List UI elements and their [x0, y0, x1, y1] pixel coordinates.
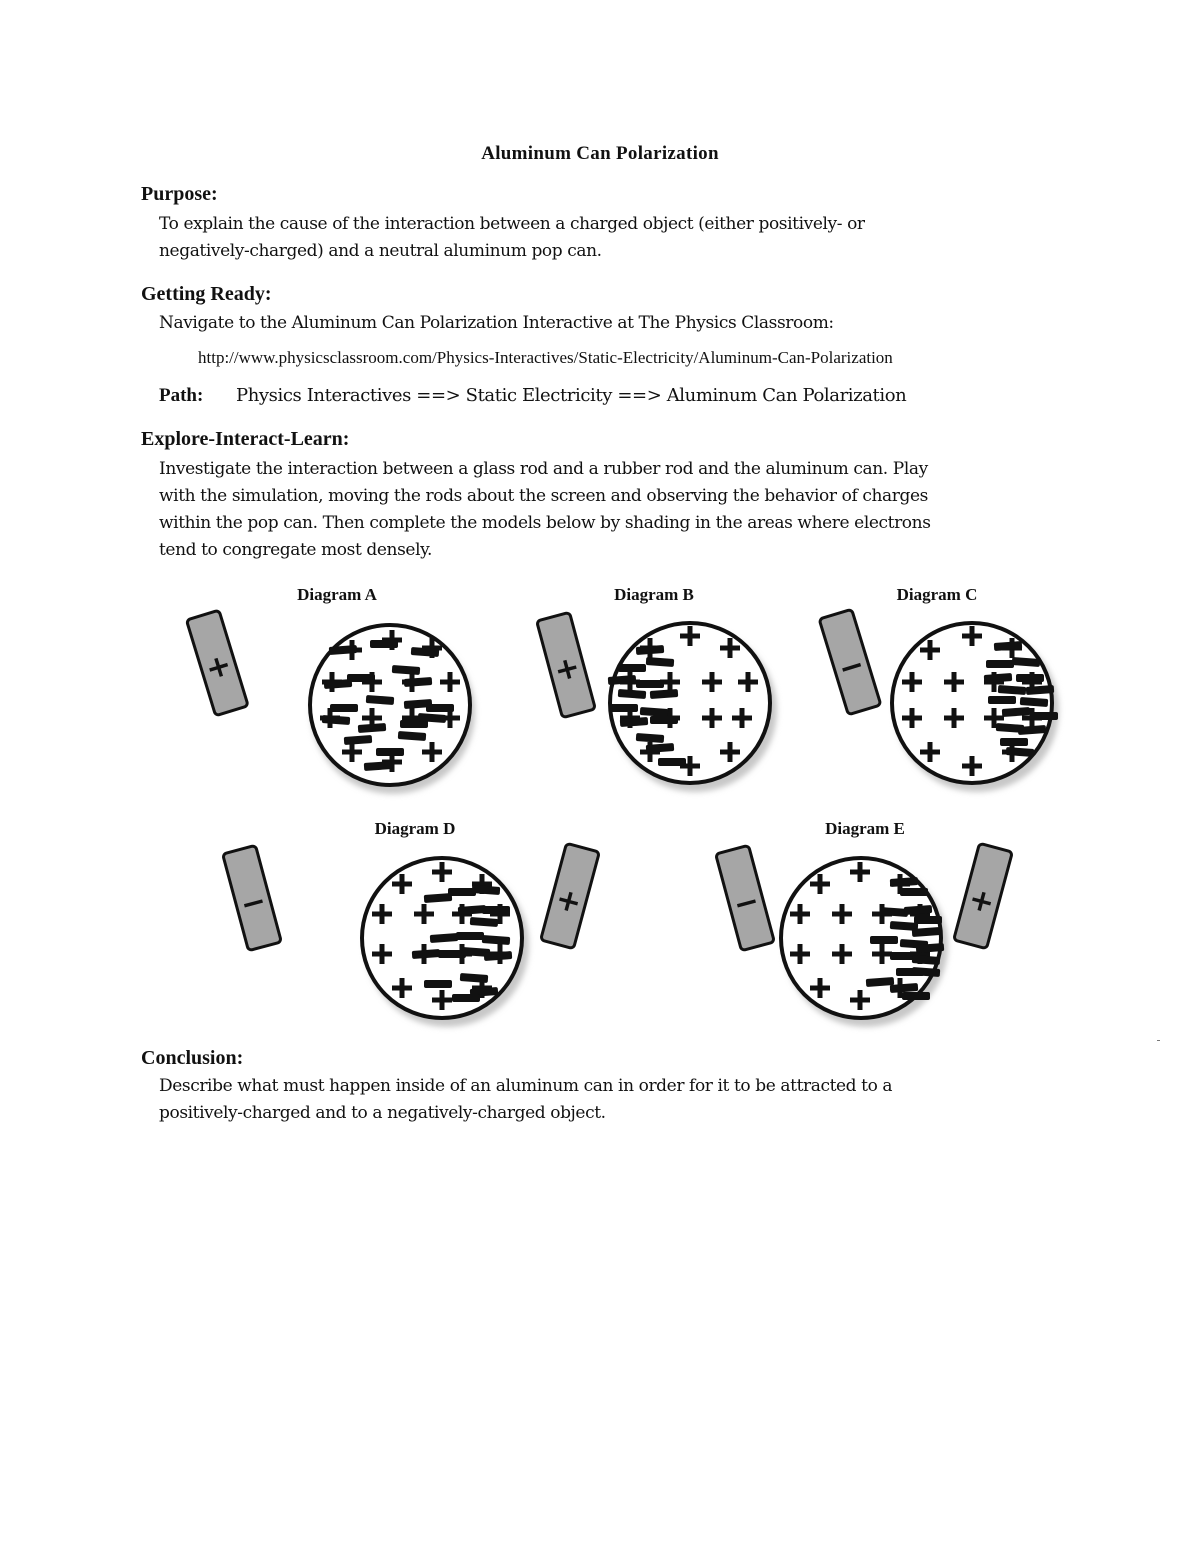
electron-shading	[426, 704, 454, 712]
electron-shading	[1000, 738, 1028, 746]
rod-d-right	[541, 843, 600, 948]
electron-shading	[618, 664, 646, 672]
electron-shading	[1030, 712, 1058, 720]
electron-shading	[482, 906, 510, 914]
electron-shading	[650, 716, 678, 724]
conclusion-line-2: positively-charged and to a negatively-charged object.	[159, 1103, 606, 1123]
path-label: Path:	[159, 385, 204, 406]
rod-d-right-sign: +	[551, 881, 586, 922]
electron-shading	[424, 980, 452, 988]
rod-b	[537, 612, 596, 717]
diagram-a-label: Diagram A	[297, 585, 377, 604]
conclusion-text	[159, 1073, 1059, 1127]
explore-line-4: tend to congregate most densely.	[159, 540, 433, 560]
rod-c	[819, 609, 881, 715]
conclusion-line-1: Describe what must happen inside of an aluminum can in order for it to be attracted to a	[159, 1076, 893, 1096]
path-value: Physics Interactives ==> Static Electricity ==> Aluminum Can Polarization	[236, 385, 907, 406]
electron-shading	[988, 696, 1016, 704]
electron-shading	[1016, 674, 1044, 682]
rod-d-left-sign: −	[236, 883, 271, 924]
electron-shading	[658, 758, 686, 766]
rod-a	[186, 610, 248, 716]
rod-e-right-sign: +	[964, 881, 999, 922]
electron-shading	[610, 704, 638, 712]
diagram-a	[186, 610, 475, 794]
electron-shading	[330, 704, 358, 712]
rod-a-sign: +	[201, 646, 236, 688]
explore-heading: Explore-Interact-Learn:	[141, 428, 350, 450]
purpose-line-2: negatively-charged) and a neutral aluminum pop can.	[159, 241, 602, 261]
explore-line-1: Investigate the interaction between a glass rod and a rubber rod and the aluminum can. Play	[159, 459, 928, 479]
diagram-e-label: Diagram E	[825, 819, 905, 838]
rod-e-right	[954, 843, 1013, 948]
diagram-b-label: Diagram B	[614, 585, 694, 604]
electron-shading	[900, 888, 928, 896]
electron-shading	[902, 992, 930, 1000]
electron-shading	[452, 994, 480, 1002]
electron-shading	[986, 660, 1014, 668]
explore-line-3: within the pop can. Then complete the models below by shading in the areas where electrons	[159, 513, 931, 533]
diagram-e	[716, 843, 1013, 1027]
getting-ready-text: Navigate to the Aluminum Can Polarization Interactive at The Physics Classroom:	[159, 313, 834, 333]
electron-shading	[870, 936, 898, 944]
diagram-b	[537, 612, 777, 792]
rod-e-left-sign: −	[729, 883, 764, 924]
rod-b-sign: +	[550, 649, 584, 690]
electron-shading	[438, 950, 466, 958]
worksheet-title: Aluminum Can Polarization	[481, 143, 719, 164]
explore-line-2: with the simulation, moving the rods about the screen and observing the behavior of charges	[159, 486, 928, 506]
electron-shading	[914, 916, 942, 924]
diagram-c-label: Diagram C	[896, 585, 978, 604]
rod-d-left	[223, 845, 282, 950]
conclusion-heading: Conclusion:	[141, 1047, 244, 1069]
electron-shading	[376, 748, 404, 756]
diagram-c	[819, 609, 1059, 792]
electron-shading	[347, 674, 375, 682]
purpose-heading: Purpose:	[141, 183, 218, 205]
electron-shading	[636, 680, 664, 688]
rod-e-left	[716, 845, 775, 950]
diagram-d	[223, 843, 600, 1027]
electron-shading	[370, 640, 398, 648]
interactive-url[interactable]: http://www.physicsclassroom.com/Physics-Interactives/Static-Electricity/Aluminum-Can-Polarization	[198, 348, 893, 367]
rod-c-sign: −	[834, 646, 869, 688]
purpose-line-1: To explain the cause of the interaction between a charged object (either positively- or	[159, 214, 865, 234]
electron-shading	[448, 888, 476, 896]
getting-ready-heading: Getting Ready:	[141, 283, 272, 305]
stray-mark	[1157, 1040, 1160, 1041]
diagram-d-label: Diagram D	[374, 819, 456, 838]
electron-shading	[456, 932, 484, 940]
